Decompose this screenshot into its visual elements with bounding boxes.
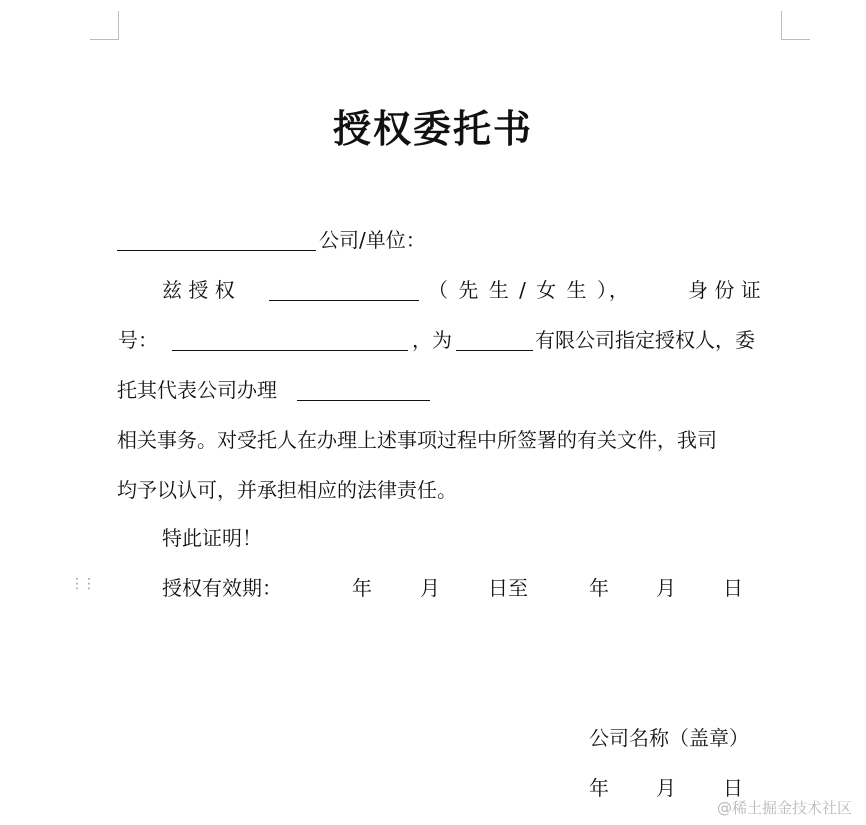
authorized-person-blank-line[interactable]: [269, 299, 419, 301]
for-text: ，为: [412, 328, 452, 352]
designated-text: 有限公司指定授权人，委: [535, 328, 755, 352]
body-text-line-1: 相关事务。对受托人在办理上述事项过程中所签署的有关文件，我司: [117, 428, 717, 452]
validity-start-year: 年: [352, 576, 372, 600]
represent-text: 托其代表公司办理: [117, 378, 277, 402]
gender-text: （ 先 生 / 女 生 ），: [428, 278, 631, 302]
validity-start-month: 月: [420, 576, 440, 600]
watermark-text: @稀土掘金技术社区: [716, 799, 852, 817]
body-text-line-2: 均予以认可，并承担相应的法律责任。: [117, 478, 457, 502]
validity-end-year: 年: [589, 576, 609, 600]
page-corner-mark-top-right: [781, 11, 810, 40]
company-seal-label: 公司名称（盖章）: [589, 726, 749, 750]
validity-label: 授权有效期：: [162, 576, 282, 600]
validity-end-day: 日: [723, 576, 743, 600]
signature-year: 年: [589, 776, 609, 800]
authorize-text: 兹 授 权: [162, 278, 235, 302]
company-blank-line[interactable]: [117, 249, 316, 251]
company-name-blank-line[interactable]: [456, 349, 533, 351]
signature-day: 日: [723, 776, 743, 800]
drag-handle-icon[interactable]: ⋮⋮: [70, 576, 94, 592]
signature-month: 月: [656, 776, 676, 800]
matter-blank-line[interactable]: [297, 399, 430, 401]
id-label-part-a: 身 份 证: [688, 278, 761, 302]
document-title: 授权委托书: [332, 106, 533, 151]
validity-start-day: 日至: [488, 576, 528, 600]
validity-end-month: 月: [656, 576, 676, 600]
company-label: 公司/单位：: [319, 228, 426, 252]
id-label-part-b: 号：: [118, 328, 158, 352]
page-corner-mark-top-left: [90, 11, 119, 40]
certify-text: 特此证明！: [162, 526, 262, 550]
id-number-blank-line[interactable]: [172, 349, 408, 351]
